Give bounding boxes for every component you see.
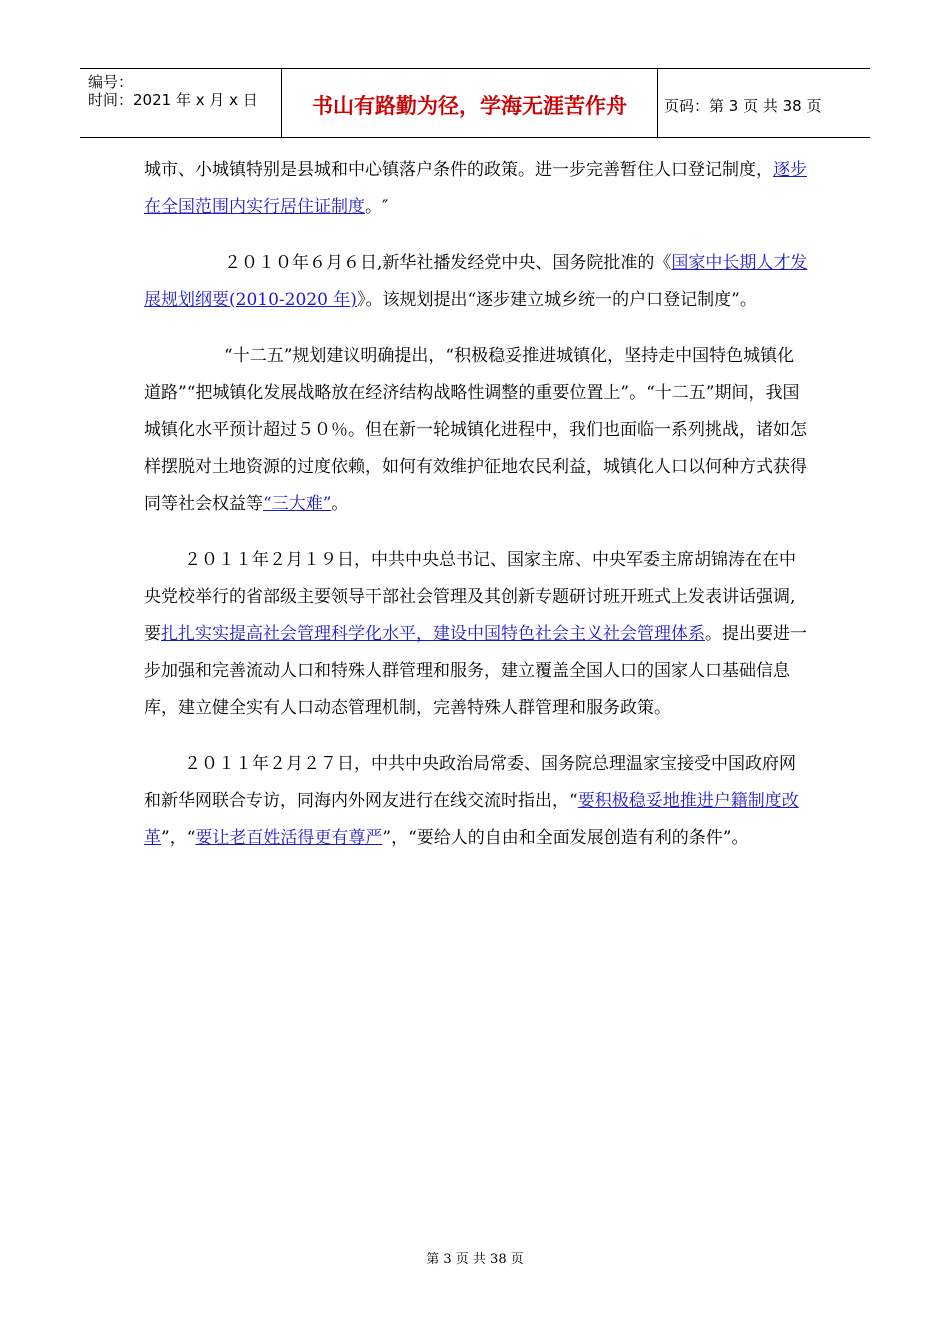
paragraph-text: ”，“要给人的自由和全面发展创造有利的条件”。 (382, 828, 749, 848)
paragraph-text: 城市、小城镇特别是县城和中心镇落户条件的政策。进一步完善暂住人口登记制度， (144, 160, 773, 180)
paragraph-text: 。″ (365, 197, 389, 217)
document-body (144, 152, 808, 876)
paragraph-text: 》。该规划提出“逐步建立城乡统一的户口登记制度”。 (356, 290, 757, 310)
header-page-info: 页码：第 3 页 共 38 页 (664, 96, 822, 115)
paragraph-4 (144, 542, 808, 727)
paragraph-text: 。提出要进一步加强和完善流动人口和特殊人群管理和服务，建立覆盖全国人口的国家人口基础信息库，建立健全实有人口动态管理机制，完善特殊人群管理和服务政策。 (144, 624, 807, 718)
paragraph-text: ２０１１年２月２７日，中共中央政治局常委、国务院总理温家宝接受中国政府网和新华网联合专访，同海内外网友进行在线交流时指出，“ (144, 754, 796, 811)
three-difficulties-link[interactable]: “三大难” (263, 494, 332, 514)
paragraph-text: “十二五”规划建议明确提出，“积极稳妥推进城镇化，坚持走中国特色城镇化道路”“把城镇化发展战略放在经济结构战略性调整的重要位置上”。“十二五”期间，我国城镇化水平预计超过５０％。但在新一轮城镇化进程中，我们也面临一系列挑战，诸如怎样摆脱对土地资源的过度依赖，如何有效维护征地农民利益，城镇化人口以何种方式获得同等社会权益等 (144, 346, 807, 514)
page-footer: 第 3 页 共 38 页 (426, 1252, 524, 1267)
social-management-link[interactable]: 扎扎实实提高社会管理科学化水平，建设中国特色社会主义社会管理体系 (161, 624, 705, 644)
residence-permit-link[interactable]: 逐步在全国范围内实行居住证制度 (144, 160, 807, 217)
header-time: 时间：2021 年 x 月 x 日 (88, 91, 258, 109)
header-code: 编号： (88, 73, 134, 91)
paragraph-5 (144, 746, 808, 857)
paragraph-text: ２０１０年６月６日,新华社播发经党中央、国务院批准的《 (224, 253, 672, 273)
paragraph-3 (144, 338, 808, 523)
paragraph-text: ”，“ (161, 828, 196, 848)
paragraph-2 (144, 245, 808, 319)
dignity-link[interactable]: 要让老百姓活得更有尊严 (195, 828, 383, 848)
header-meta-cell (80, 69, 282, 137)
talent-plan-link[interactable]: 国家中长期人才发展规划纲要(2010-2020 年) (144, 253, 808, 310)
hukou-reform-link[interactable]: 要积极稳妥地推进户籍制度改革 (144, 791, 799, 848)
header-motto: 书山有路勤为径，学海无涯苦作舟 (282, 69, 658, 137)
paragraph-1 (144, 152, 808, 226)
paragraph-text: ２０１１年２月１９日，中共中央总书记、国家主席、中央军委主席胡锦涛在在中央党校举行的省部级主要领导干部社会管理及其创新专题研讨班开班式上发表讲话强调,要 (144, 550, 796, 644)
paragraph-text: 。 (331, 494, 349, 514)
document-header (80, 68, 870, 138)
